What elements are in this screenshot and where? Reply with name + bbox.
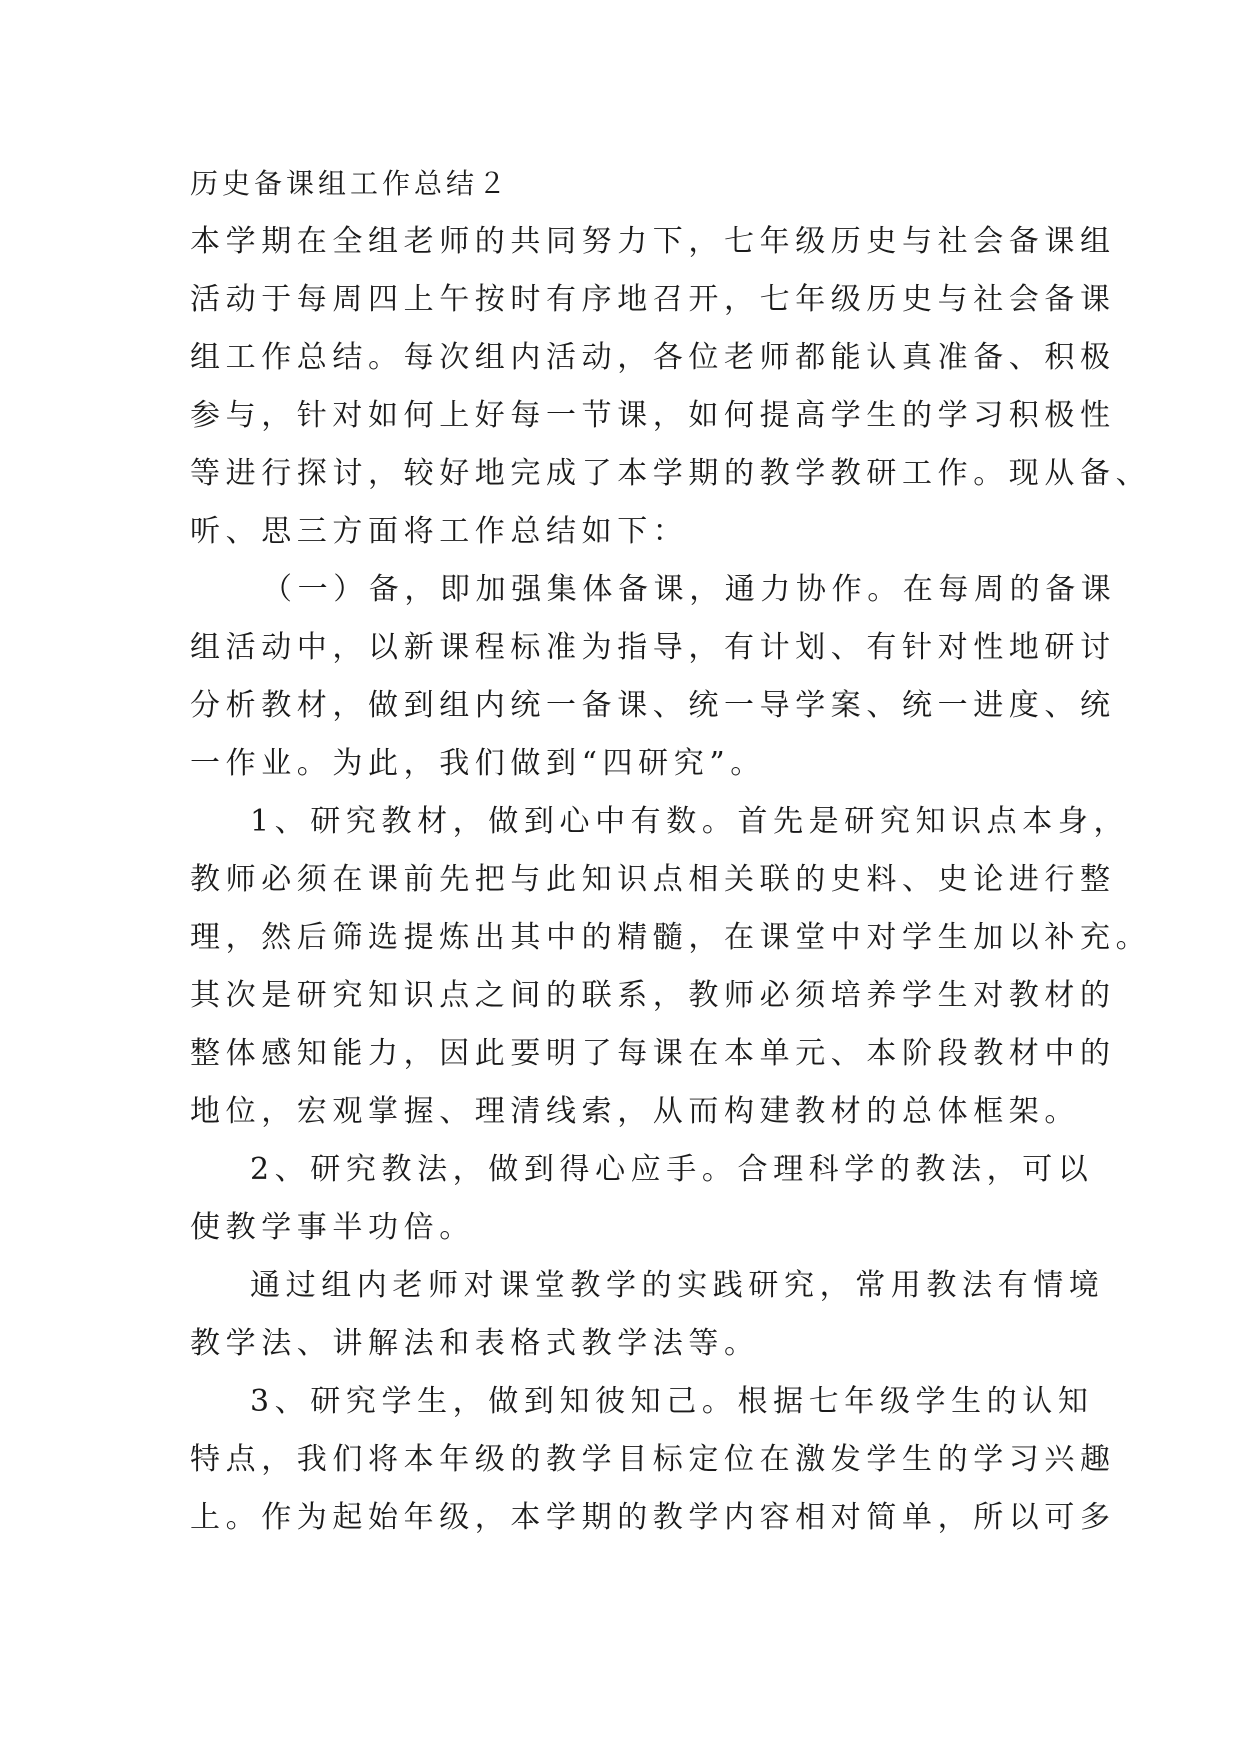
paragraph-line: 特点，我们将本年级的教学目标定位在激发学生的学习兴趣 (190, 1442, 1116, 1477)
paragraph-line: 一作业。为此，我们做到“四研究”。 (190, 746, 766, 781)
paragraph-line: 参与，针对如何上好每一节课，如何提高学生的学习积极性 (190, 398, 1116, 433)
paragraph-line: 1、研究教材，做到心中有数。首先是研究知识点本身， (250, 804, 1130, 839)
paragraph-line: 组活动中，以新课程标准为指导，有计划、有针对性地研讨 (190, 630, 1116, 665)
paragraph-line: 教学法、讲解法和表格式教学法等。 (190, 1326, 760, 1361)
paragraph-line: 教师必须在课前先把与此知识点相关联的史料、史论进行整 (190, 862, 1116, 897)
document-body (190, 155, 1152, 1547)
paragraph-line: 其次是研究知识点之间的联系，教师必须培养学生对教材的 (190, 978, 1116, 1013)
paragraph-line: 本学期在全组老师的共同努力下，七年级历史与社会备课组 (190, 224, 1116, 259)
paragraph-line: 3、研究学生，做到知彼知己。根据七年级学生的认知 (250, 1384, 1094, 1419)
paragraph-line: 上。作为起始年级，本学期的教学内容相对简单，所以可多 (190, 1500, 1116, 1535)
paragraph-line: 组工作总结。每次组内活动，各位老师都能认真准备、积极 (190, 340, 1116, 375)
paragraph-line: 听、思三方面将工作总结如下： (190, 514, 689, 549)
paragraph-line: 地位，宏观掌握、理清线索，从而构建教材的总体框架。 (190, 1094, 1080, 1129)
paragraph-line: 分析教材，做到组内统一备课、统一导学案、统一进度、统 (190, 688, 1116, 723)
document-title: 历史备课组工作总结２ (190, 167, 511, 200)
paragraph-line: 2、研究教法，做到得心应手。合理科学的教法，可以 (250, 1152, 1094, 1187)
paragraph-line: 理，然后筛选提炼出其中的精髓，在课堂中对学生加以补充。 (190, 920, 1152, 955)
paragraph-line: 使教学事半功倍。 (190, 1210, 475, 1245)
paragraph-line: （一）备，即加强集体备课，通力协作。在每周的备课 (262, 572, 1117, 607)
paragraph-line: 通过组内老师对课堂教学的实践研究，常用教法有情境 (250, 1268, 1105, 1303)
paragraph-line: 活动于每周四上午按时有序地召开，七年级历史与社会备课 (190, 282, 1116, 317)
paragraph-line: 等进行探讨，较好地完成了本学期的教学教研工作。现从备、 (190, 456, 1152, 491)
paragraph-line: 整体感知能力，因此要明了每课在本单元、本阶段教材中的 (190, 1036, 1116, 1071)
